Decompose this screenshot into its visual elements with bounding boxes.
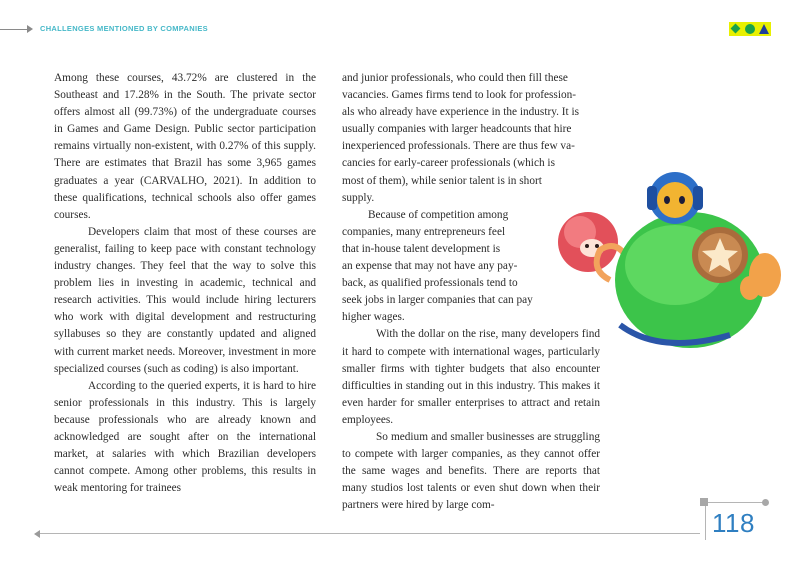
paragraph: Developers claim that most of these courses are generalist, failing to keep pace with constant technology industry changes. They feel that the way to solve this problem lies in investing in academic, technical and research activities. This would include hiring lecturers who work with digital development and restructuring syllabuses so they are constantly updated and aligned with current market needs. Moreover, investment in more specialized courses (such as coding) is also important. (54, 225, 316, 375)
paragraph: Among these courses, 43.72% are clustered in the Southeast and 17.28% in the South. The private sector offers almost all (99.73%) of the undergraduate courses in Games and Game Design. Public sector participation remains virtually non-existent, with 0.27% of this supply. There are estimates that Brazil has some 3,965 games graduates a year (CARVALHO, 2021). In addition to these qualifications, technical schools also offer games courses. (54, 72, 316, 221)
dot-icon (762, 499, 769, 506)
text-line: vacancies. Games firms tend to look for profession- (342, 89, 577, 102)
text-line: an expense that may not have any pay- (342, 260, 518, 273)
text-line: back, as qualified professionals tend to (342, 277, 518, 290)
text-line: usually companies with larger headcounts that hire (342, 123, 572, 136)
arrow-right-icon (27, 25, 33, 33)
text-line: cancies for early-career professionals (which is (342, 157, 555, 170)
diamond-icon (731, 24, 741, 34)
text-line: als who already have experience in the industry. It is (342, 106, 580, 119)
text-line: companies, many entrepreneurs feel (342, 225, 506, 238)
paragraph: With the dollar on the rise, many developers find it hard to compete with international wages, particularly smaller firms with tighter budgets that also encounter difficulties in standing out in this industry. This makes it even harder for smaller enterprises to attract and retain employees. (342, 328, 600, 426)
square-icon (700, 498, 708, 506)
footer-rule (40, 533, 700, 534)
circle-icon (745, 24, 755, 34)
text-line: most of them), while senior talent is in short (342, 174, 542, 187)
page-number-frame-side (705, 502, 706, 540)
paragraph: So medium and smaller businesses are struggling to compete with larger companies, as they cannot offer the same wages and benefits. There are reports that many studios lost talents or even shut down when their partners were hired by large com- (342, 430, 600, 512)
text-line: supply. (342, 191, 375, 204)
text-line: seek jobs in larger companies that can pay (342, 294, 533, 307)
text-line: that in-house talent development is (342, 242, 501, 255)
left-column (54, 70, 316, 497)
text-line: higher wages. (342, 311, 405, 324)
text-line: Because of competition among (368, 208, 509, 221)
game-character-illustration (550, 160, 790, 360)
page-header (0, 20, 800, 40)
paragraph: According to the queried experts, it is hard to hire senior professionals in this industry. This is largely because professionals who are already known and acknowledged are sought after on the international market, at salaries with which Brazilian developers cannot compete. Among other problems, this results in weak mentoring for trainees (54, 379, 316, 495)
page-number-frame-top (705, 502, 765, 503)
text-line: inexperienced professionals. There are thus few va- (342, 140, 575, 153)
section-title: CHALLENGES MENTIONED BY COMPANIES (40, 24, 208, 33)
brand-logo-icon (729, 22, 771, 36)
arrow-left-icon (34, 530, 40, 538)
text-line: and junior professionals, who could then fill these (342, 72, 568, 84)
page-number: 118 (712, 508, 755, 538)
header-rule (0, 29, 28, 30)
triangle-icon (759, 24, 769, 34)
